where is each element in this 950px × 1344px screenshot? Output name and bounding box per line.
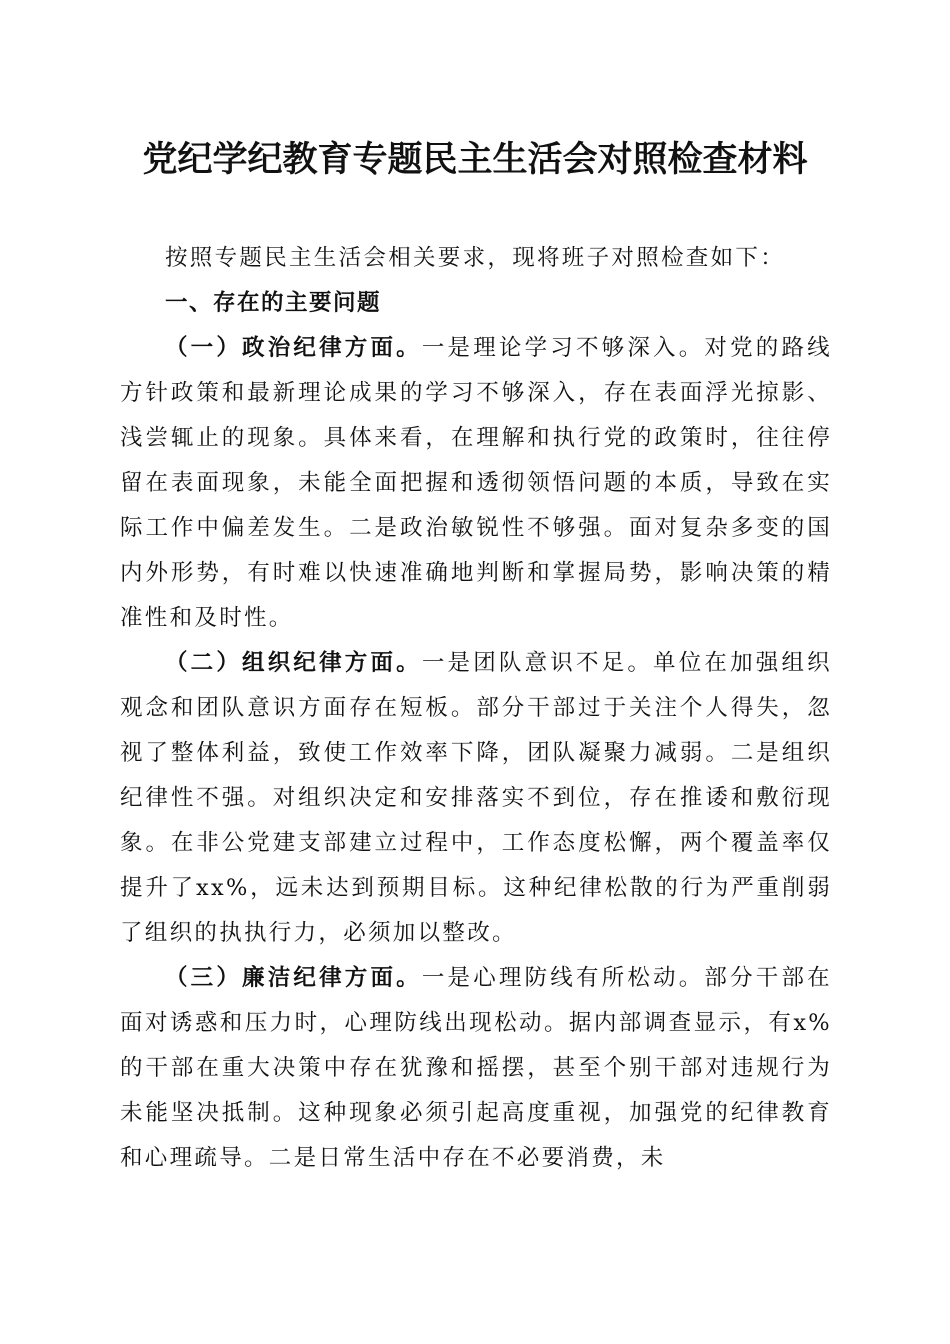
paragraph-text: 一是心理防线有所松动。部分干部在面对诱惑和压力时，心理防线出现松动。据内部调查显示，有x%的干部在重大决策中存在犹豫和摇摆，甚至个别干部对违规行为未能坚决抵制。这种现象必须引起高度重视，加强党的纪律教育和心理疏导。二是日常生活中存在不必要消费，未: [120, 965, 832, 1171]
paragraph-subheading: （三）廉洁纪律方面。: [165, 965, 422, 991]
paragraph-text: 一是团队意识不足。单位在加强组织观念和团队意识方面存在短板。部分干部过于关注个人得失，忽视了整体利益，致使工作效率下降，团队凝聚力减弱。二是组织纪律性不强。对组织决定和安排落实不到位，存在推诿和敷衍现象。在非公党建支部建立过程中，工作态度松懈，两个覆盖率仅提升了xx%，远未达到预期目标。这种纪律松散的行为严重削弱了组织的执执行力，必须加以整改。: [120, 650, 832, 946]
paragraph-organizational-discipline: [120, 641, 832, 956]
paragraph-subheading: （二）组织纪律方面。: [165, 650, 422, 676]
paragraph-text: 一是理论学习不够深入。对党的路线方针政策和最新理论成果的学习不够深入，存在表面浮光掠影、浅尝辄止的现象。具体来看，在理解和执行党的政策时，往往停留在表面现象，未能全面把握和透彻领悟问题的本质，导致在实际工作中偏差发生。二是政治敏锐性不够强。面对复杂多变的国内外形势，有时难以快速准确地判断和掌握局势，影响决策的精准性和及时性。: [120, 335, 832, 631]
paragraph-integrity-discipline: [120, 956, 832, 1181]
document-title: 党纪学纪教育专题民主生活会对照检查材料: [142, 139, 808, 180]
paragraph-subheading: （一）政治纪律方面。: [165, 335, 422, 361]
document-body: [120, 236, 832, 1181]
intro-paragraph: 按照专题民主生活会相关要求，现将班子对照检查如下：: [165, 245, 786, 271]
section-heading: 一、存在的主要问题: [165, 290, 382, 316]
paragraph-political-discipline: [120, 326, 832, 641]
